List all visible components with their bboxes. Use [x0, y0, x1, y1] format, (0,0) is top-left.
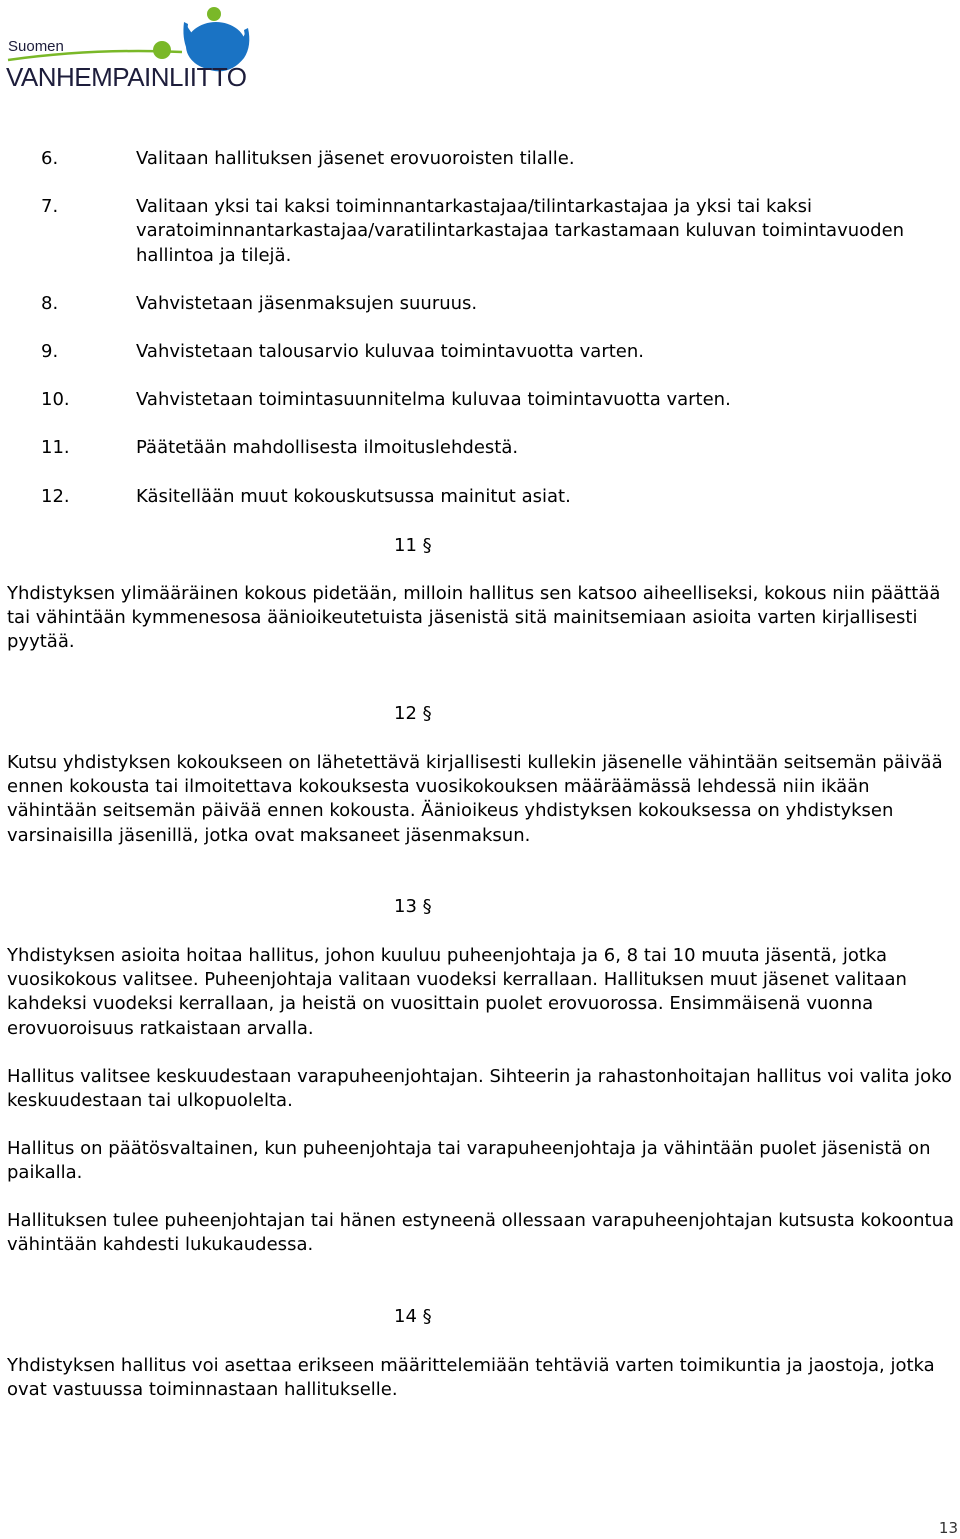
section-11-paragraph: Yhdistyksen ylimääräinen kokous pidetään, milloin hallitus sen katsoo aiheelliseksi, kokous niin päättää tai vähintään kymmenesosa äänioikeutetuista jäsenistä sitä mainitsemiaan asioita varten kirjallisesti pyytää.	[7, 583, 941, 653]
list-item-text: Valitaan yksi tai kaksi toiminnantarkastajaa/tilintarkastajaa ja yksi tai kaksi varatoiminnantarkastajaa/varatilintarkastajaa tarkastamaan kuluvan toimintavuoden hallintoa ja tilejä.	[136, 196, 905, 266]
list-item	[0, 436, 960, 460]
list-item-number: 6.	[41, 148, 59, 169]
list-item-text: Päätetään mahdollisesta ilmoituslehdestä.	[136, 437, 519, 459]
section-13-paragraph-3: Hallitus on päätösvaltainen, kun puheenjohtaja tai varapuheenjohtaja ja vähintään puolet jäsenistä on paikalla.	[7, 1138, 931, 1184]
list-item-text: Vahvistetaan talousarvio kuluvaa toimintavuotta varten.	[136, 341, 644, 363]
page-number: 13	[938, 1519, 958, 1537]
logo-text-suomen: Suomen	[8, 38, 64, 55]
list-item-number: 9.	[41, 341, 59, 363]
list-item-number: 12.	[41, 485, 70, 507]
list-item-number: 11.	[41, 437, 70, 459]
section-heading-14: 14 §	[394, 1306, 432, 1327]
list-item-number: 10.	[41, 389, 70, 411]
list-item-text: Vahvistetaan jäsenmaksujen suuruus.	[136, 292, 478, 314]
list-item	[0, 388, 960, 412]
list-item	[0, 485, 960, 509]
section-14-paragraph: Yhdistyksen hallitus voi asettaa erikseen määrittelemiään tehtäviä varten toimikuntia ja jaostoja, jotka ovat vastuussa toiminnastaan hallitukselle.	[7, 1355, 935, 1401]
list-item-text: Vahvistetaan toimintasuunnitelma kuluvaa toimintavuotta varten.	[136, 389, 731, 411]
list-item	[0, 147, 960, 171]
section-heading-13: 13 §	[394, 896, 432, 917]
logo-green-dot-small	[207, 7, 221, 21]
list-item-text: Valitaan hallituksen jäsenet erovuoroisten tilalle.	[136, 148, 575, 169]
agenda-list	[0, 147, 960, 533]
section-13-paragraph-4: Hallituksen tulee puheenjohtajan tai hänen estyneenä ollessaan varapuheenjohtajan kutsusta kokoontua vähintään kahdesti lukukaudessa.	[7, 1210, 955, 1256]
list-item	[0, 195, 960, 268]
list-item-number: 7.	[41, 196, 59, 218]
logo-text-name: VANHEMPAINLIITTO	[6, 62, 247, 92]
section-heading-11: 11 §	[394, 535, 432, 556]
list-item	[0, 292, 960, 316]
section-13-paragraph-2: Hallitus valitsee keskuudestaan varapuheenjohtajan. Sihteerin ja rahastonhoitajan hallitus voi valita joko keskuudestaan tai ulkopuolelta.	[7, 1066, 952, 1112]
list-item	[0, 340, 960, 364]
section-13-paragraph-1: Yhdistyksen asioita hoitaa hallitus, johon kuuluu puheenjohtaja ja 6, 8 tai 10 muuta jäsentä, jotka vuosikokous valitsee. Puheenjohtaja valitaan vuodeksi kerrallaan. Hallituksen muut jäsenet valitaan kahdeksi vuodeksi kerrallaan, ja heistä on vuosittain puolet erovuorossa. Ensimmäisenä vuonna erovuoroisuus ratkaistaan arvalla.	[7, 945, 907, 1039]
logo-green-dot-large	[153, 41, 171, 59]
section-12-paragraph: Kutsu yhdistyksen kokoukseen on lähetettävä kirjallisesti kullekin jäsenelle vähintään seitsemän päivää ennen kokousta tai ilmoitettava kokouksesta vuosikokouksen määräämässä lehdessä niin ikään vähintään seitsemän päivää ennen kokousta. Äänioikeus yhdistyksen kokouksessa on yhdistyksen varsinaisilla jäsenillä, jotka ovat maksaneet jäsenmaksun.	[7, 752, 943, 846]
section-heading-12: 12 §	[394, 703, 432, 724]
organization-logo	[4, 2, 254, 96]
list-item-text: Käsitellään muut kokouskutsussa mainitut asiat.	[136, 485, 571, 507]
list-item-number: 8.	[41, 292, 59, 314]
